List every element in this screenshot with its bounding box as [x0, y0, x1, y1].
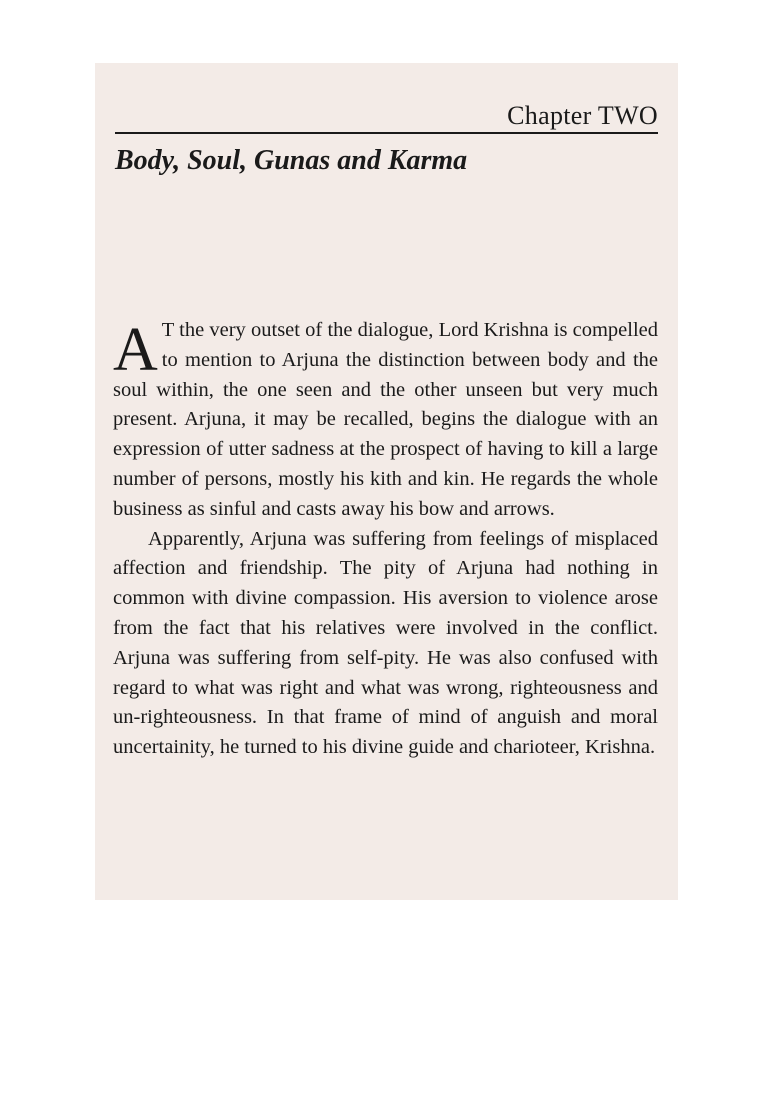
body-text — [113, 316, 658, 763]
book-page — [95, 63, 678, 900]
paragraph-2: Apparently, Arjuna was suffering from feelings of misplaced affection and friendship. The pity of Arjuna had nothing in common with divine compassion. His aversion to violence arose from the fact that his relatives were involved in the conflict. Arjuna was suffering from self-pity. He was also confused with regard to what was right and what was wrong, righteousness and un-righteousness. In that frame of mind of anguish and moral uncertainity, he turned to his divine guide and charioteer, Krishna. — [113, 527, 658, 759]
drop-cap: A — [113, 316, 158, 384]
header-rule — [115, 132, 658, 134]
chapter-title: Body, Soul, Gunas and Karma — [115, 145, 468, 176]
chapter-label: Chapter TWO — [507, 101, 658, 130]
paragraph-1 — [113, 316, 658, 525]
paragraph-1-text: T the very outset of the dialogue, Lord Krishna is compelled to mention to Arjuna the distinction between body and the soul within, the one seen and the other unseen but very much present. Arjuna, it may be recalled, begins the dialogue with an expression of utter sadness at the prospect of having to kill a large number of persons, mostly his kith and kin. He regards the whole business as sinful and casts away his bow and arrows. — [113, 319, 658, 520]
